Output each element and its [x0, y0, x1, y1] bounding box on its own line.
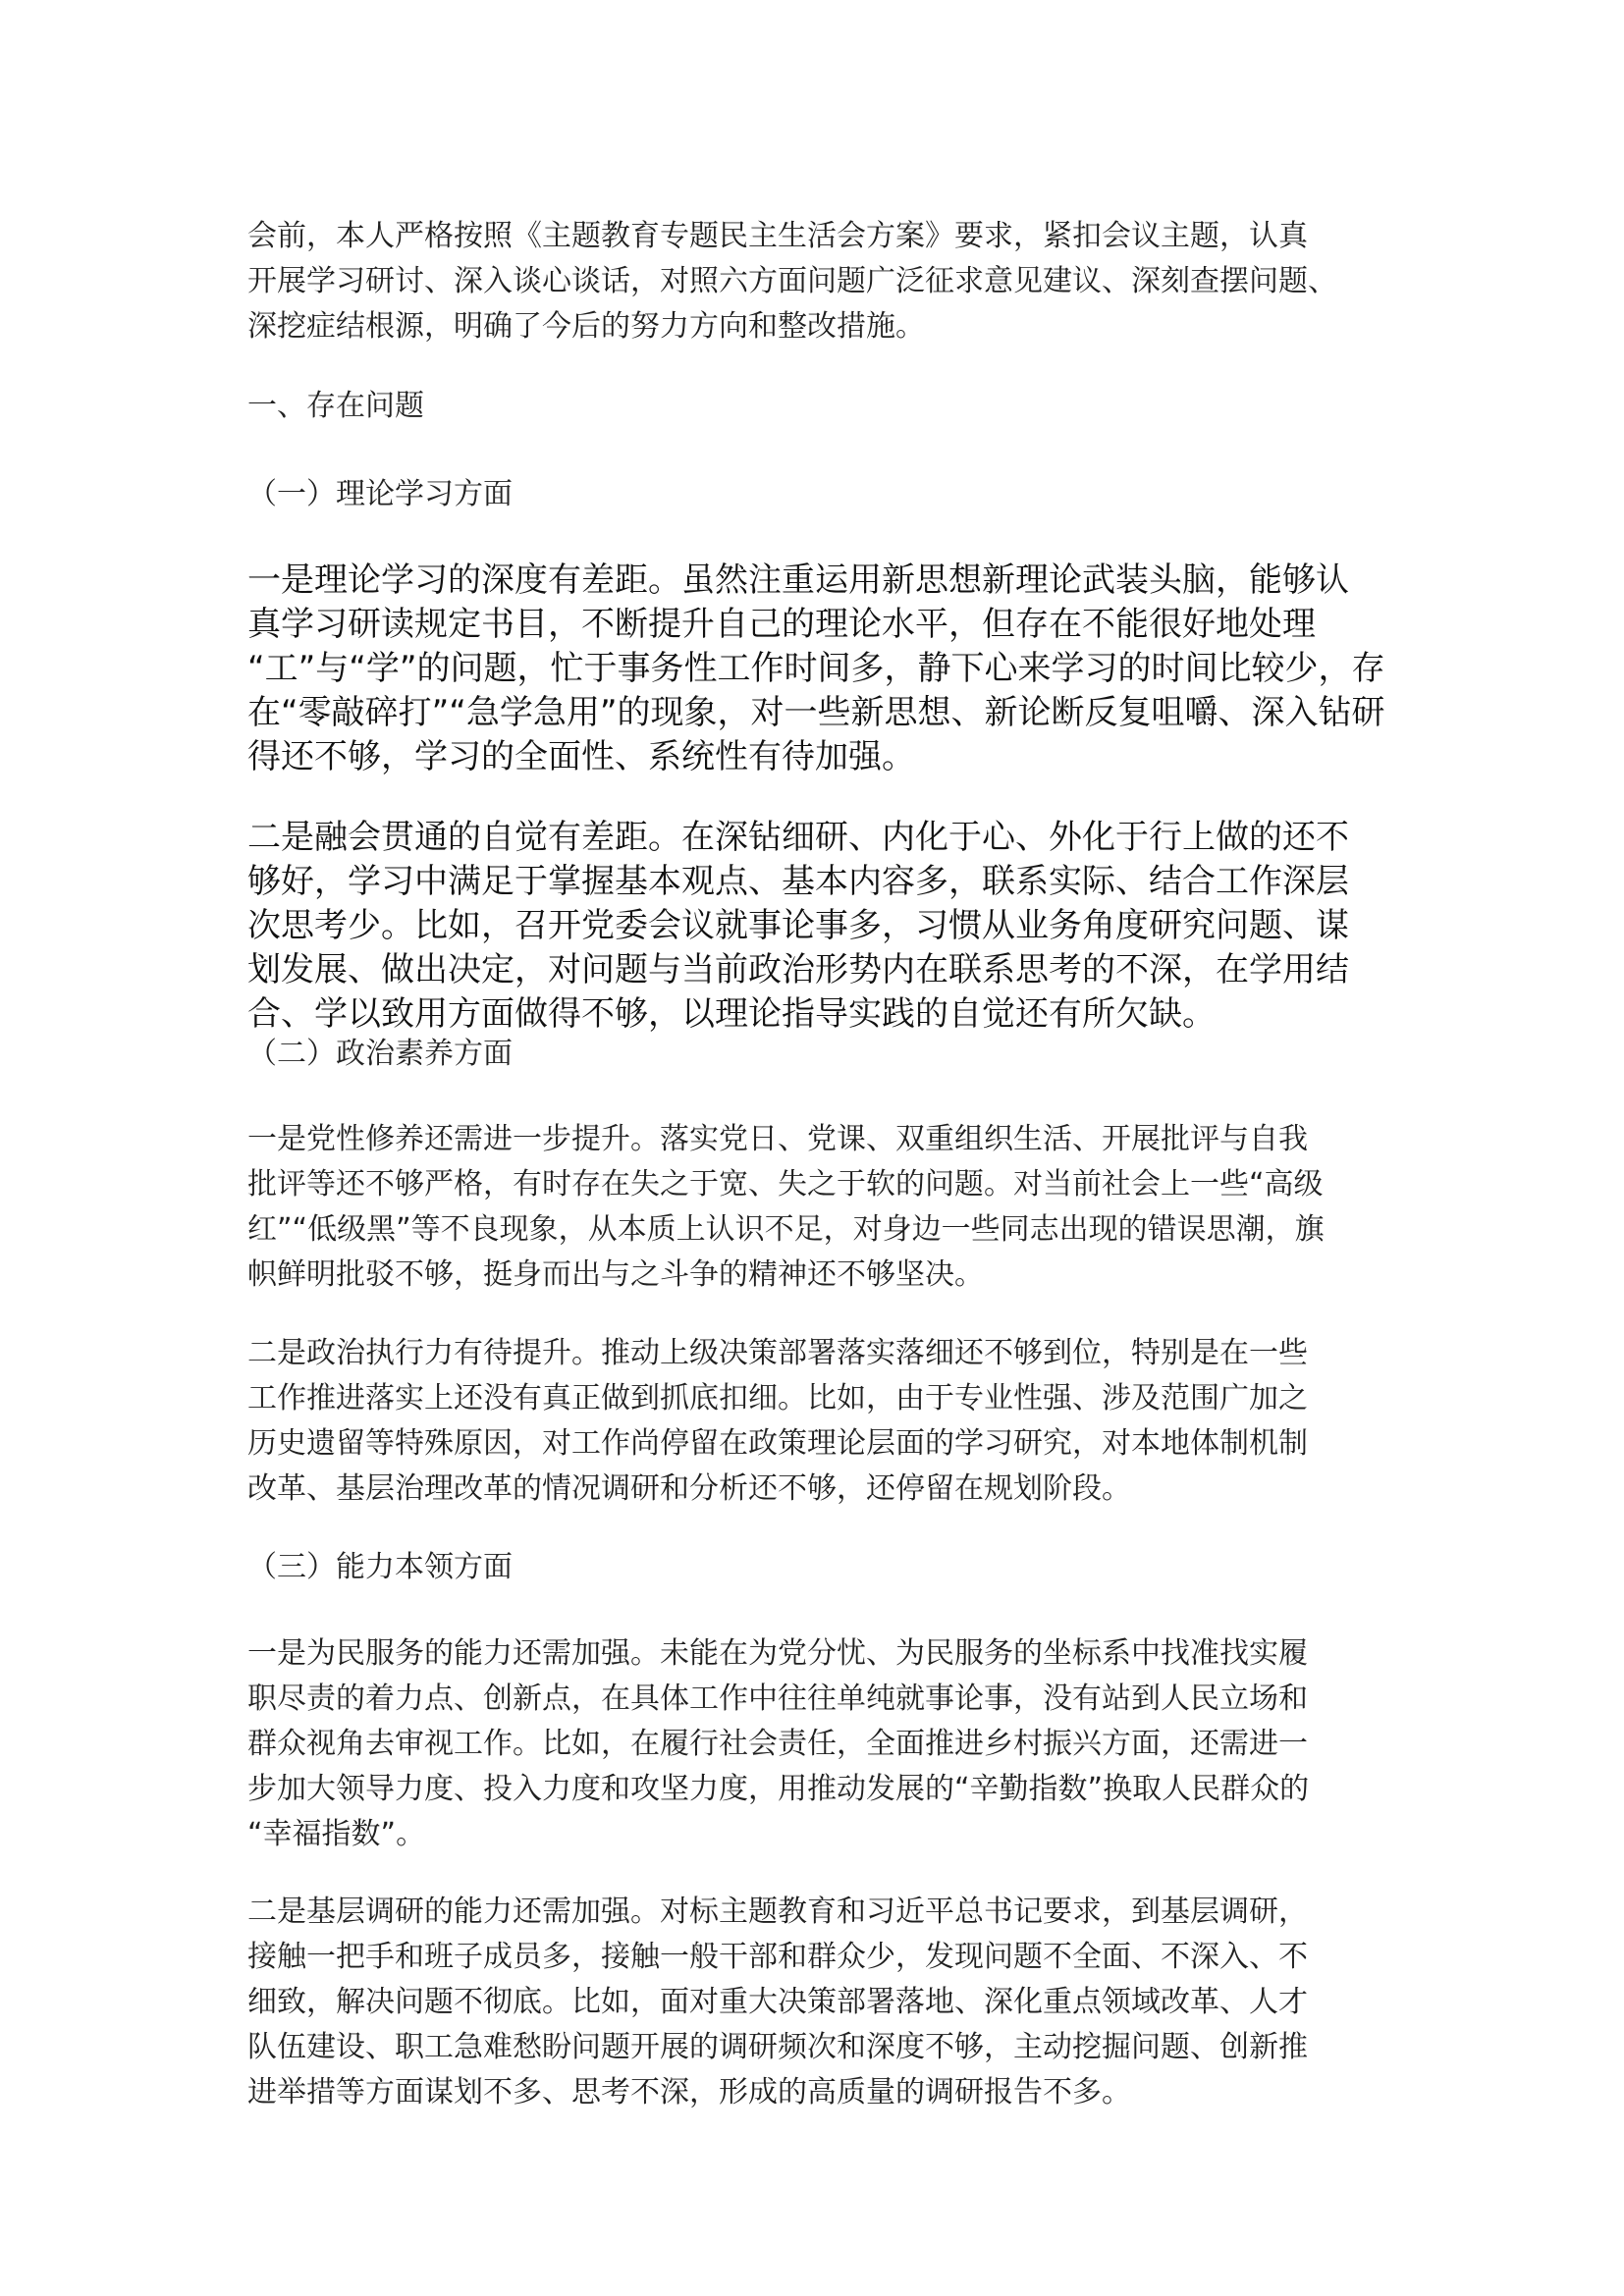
- subsection-heading-theory: （一）理论学习方面: [247, 477, 513, 511]
- theory-paragraph-2: 二是融会贯通的自觉有差距。在深钻细研、内化于心、外化于行上做的还不 够好，学习中满足于掌握基本观点、基本内容多，联系实际、结合工作深层 次思考少。比如，召开党委会议就事论事多，习惯从业务角度研究问题、谋 划发展、做出决定，对问题与当前政治形势内在联系思考的不深，在学用结 合、学以致用方面做得不够，以理论指导实践的自觉还有所欠缺。: [247, 818, 1349, 1034]
- theory-paragraph-1: 一是理论学习的深度有差距。虽然注重运用新思想新理论武装头脑，能够认 真学习研读规定书目，不断提升自己的理论水平，但存在不能很好地处理 “工”与“学”的问题，忙于事务性工作时间多，静下心来学习的时间比较少，存 在“零敲碎打”“急学急用”的现象，对一些新思想、新论断反复咀嚼、深入钻研 得还不够，学习的全面性、系统性有待加强。: [247, 561, 1385, 776]
- subsection-heading-ability: （三）能力本领方面: [247, 1550, 513, 1584]
- politics-paragraph-1: 一是党性修养还需进一步提升。落实党日、党课、双重组织生活、开展批评与自我 批评等还不够严格，有时存在失之于宽、失之于软的问题。对当前社会上一些“高级 红”“低级黑”等不良现象，从本质上认识不足，对身边一些同志出现的错误思潮，旗 帜鲜明批驳不够，挺身而出与之斗争的精神还不够坚决。: [247, 1122, 1325, 1292]
- section-heading: 一、存在问题: [247, 389, 424, 423]
- intro-paragraph: 会前，本人严格按照《主题教育专题民主生活会方案》要求，紧扣会议主题，认真 开展学习研讨、深入谈心谈话，对照六方面问题广泛征求意见建议、深刻查摆问题、 深挖症结根源，明确了今后的努力方向和整改措施。: [247, 219, 1337, 344]
- ability-paragraph-2: 二是基层调研的能力还需加强。对标主题教育和习近平总书记要求，到基层调研， 接触一把手和班子成员多，接触一般干部和群众少，发现问题不全面、不深入、不 细致，解决问题不彻底。比如，面对重大决策部署落地、深化重点领域改革、人才 队伍建设、职工急难愁盼问题开展的调研频次和深度不够，主动挖掘问题、创新推 进举措等方面谋划不多、思考不深，形成的高质量的调研报告不多。: [247, 1895, 1308, 2109]
- subsection-heading-politics: （二）政治素养方面: [247, 1037, 513, 1071]
- ability-paragraph-1: 一是为民服务的能力还需加强。未能在为党分忧、为民服务的坐标系中找准找实履 职尽责的着力点、创新点，在具体工作中往往单纯就事论事，没有站到人民立场和 群众视角去审视工作。比如，在履行社会责任，全面推进乡村振兴方面，还需进一 步加大领导力度、投入力度和攻坚力度，用推动发展的“辛勤指数”换取人民群众的 “幸福指数”。: [247, 1636, 1310, 1851]
- politics-paragraph-2: 二是政治执行力有待提升。推动上级决策部署落实落细还不够到位，特别是在一些 工作推进落实上还没有真正做到抓底扣细。比如，由于专业性强、涉及范围广加之 历史遗留等特殊原因，对工作尚停留在政策理论层面的学习研究，对本地体制机制 改革、基层治理改革的情况调研和分析还不够，还停留在规划阶段。: [247, 1336, 1308, 1506]
